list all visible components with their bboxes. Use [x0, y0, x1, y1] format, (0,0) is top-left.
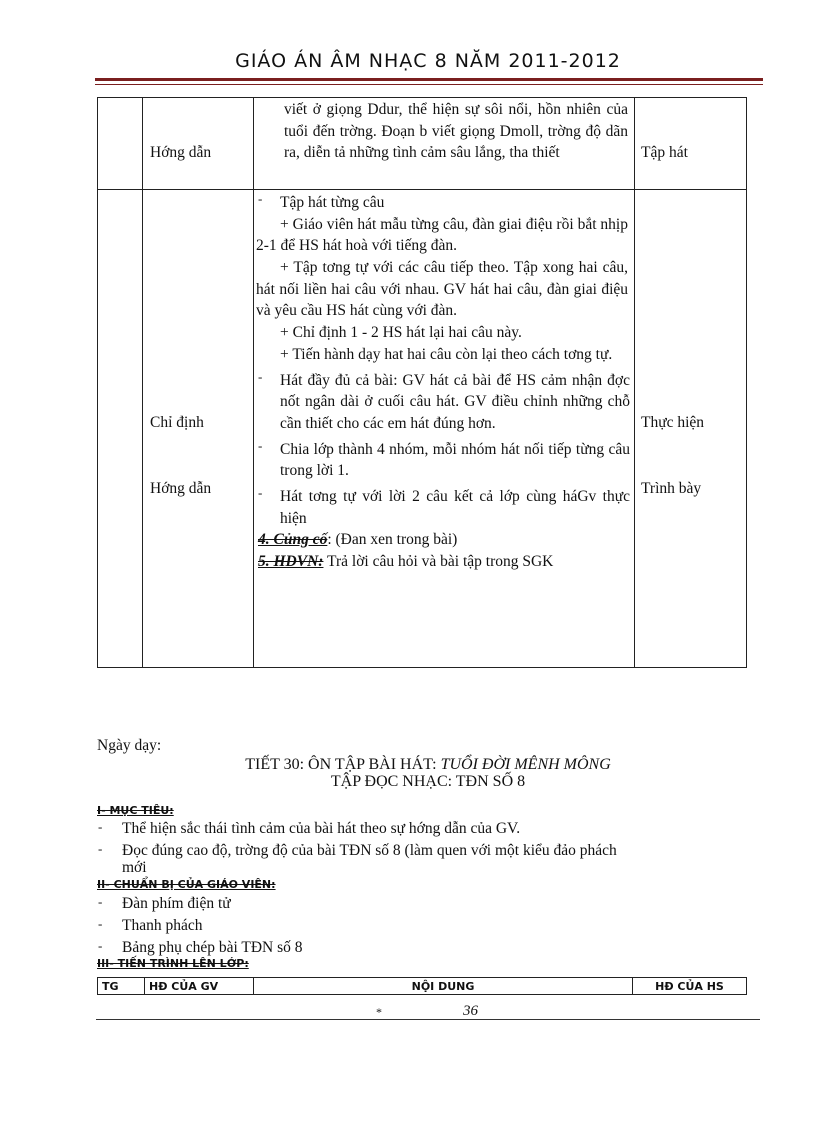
- teacher-activity-cell: [143, 98, 254, 190]
- column-header: TG: [98, 978, 145, 995]
- consolidation-line: 4. Củng cố: (Đan xen trong bài): [258, 531, 458, 549]
- content-cell: [254, 98, 635, 190]
- content-cell: [254, 190, 635, 668]
- preparation-item: Đàn phím điện tử: [122, 895, 231, 912]
- section-heading-procedure: III- TIẾN TRÌNH LÊN LỚP:: [97, 957, 249, 970]
- bullet-item: - Tập hát từng câu: [258, 191, 385, 211]
- lesson-subtitle: TẬP ĐỌC NHẠC: TĐN SỐ 8: [330, 773, 526, 790]
- content-paragraph: viết ở giọng Ddur, thể hiện sự sôi nổi, hồn nhiên của tuổi đến trờng. Đoạn b viết giọng Dmoll, trờng độ dãn ra, diễn tả những tình cảm sâu lắng, tha thiết: [284, 101, 628, 162]
- section-heading-preparation: II- CHUẨN BỊ CỦA GIÁO VIÊN:: [97, 878, 276, 891]
- homework-line: 5. HDVN: Trả lời câu hỏi và bài tập trong SGK: [258, 553, 554, 570]
- header-rule-thin: [95, 84, 763, 85]
- procedure-table-header: [97, 977, 747, 995]
- bullet-dash: -: [98, 894, 103, 909]
- bullet-dash: -: [98, 916, 103, 931]
- content-paragraph: + Tập tơng tự với các câu tiếp theo. Tập xong hai câu, hát nối liền hai câu với nhau. GV hát hai câu, đàn giai điệu và yêu cầu HS hát cùng với đàn.: [256, 259, 628, 320]
- bullet-dash: -: [98, 819, 103, 834]
- teacher-activity-cell: [143, 190, 254, 668]
- student-label: Trình bày: [641, 480, 702, 497]
- preparation-item: Thanh phách: [122, 917, 203, 934]
- content-paragraph: + Tiến hành dạy hat hai câu còn lại theo cách tơng tự.: [280, 345, 613, 363]
- student-activity-cell: [635, 98, 747, 190]
- bullet-dash: -: [98, 841, 103, 856]
- header-title: GIÁO ÁN ÂM NHẠC 8 NĂM 2011-2012: [235, 50, 621, 72]
- preparation-item: Bảng phụ chép bài TĐN số 8: [122, 939, 303, 956]
- footer-star: *: [376, 1005, 382, 1019]
- student-label: Thực hiện: [641, 414, 705, 431]
- objective-item: Đọc đúng cao độ, trờng độ của bài TĐN số 8 (làm quen với một kiểu đảo phách: [122, 842, 617, 859]
- student-label: Tập hát: [641, 144, 688, 161]
- section-heading-objectives: I- MỤC TIÊU:: [97, 804, 174, 817]
- time-cell: [98, 98, 143, 190]
- column-header: HĐ CỦA GV: [145, 978, 254, 995]
- column-header: NỘI DUNG: [254, 978, 633, 995]
- content-paragraph: + Giáo viên hát mẫu từng câu, đàn giai điệu rồi bắt nhịp 2-1 để HS hát hoà với tiếng đàn.: [256, 215, 628, 255]
- bullet-item: - Chia lớp thành 4 nhóm, mỗi nhóm hát nối tiếp từng câu trong lời 1.: [258, 437, 630, 480]
- method-label: Chỉ định: [150, 414, 204, 431]
- student-activity-cell: [635, 190, 747, 668]
- lesson-table-continued: [97, 97, 747, 668]
- column-header: HĐ CỦA HS: [633, 978, 747, 995]
- content-paragraph: + Chỉ định 1 - 2 HS hát lại hai câu này.: [280, 324, 522, 342]
- date-label: Ngày dạy:: [97, 737, 162, 754]
- page-number: 36: [463, 1003, 478, 1019]
- bullet-item: - Hát đầy đủ cả bài: GV hát cả bài để HS cảm nhận đợc nốt ngân dài ở cuối câu hát. GV điều chỉnh những chỗ cần thiết cho các em hát đúng hơn.: [258, 368, 630, 432]
- lesson-title: TIẾT 30: ÔN TẬP BÀI HÁT: TUỔI ĐỜI MÊNH MÔNG: [245, 756, 611, 773]
- time-cell: [98, 190, 143, 668]
- bullet-dash: -: [98, 938, 103, 953]
- objective-item: Thể hiện sắc thái tình cảm của bài hát theo sự hớng dẫn của GV.: [122, 820, 521, 837]
- footer-rule: [96, 1019, 760, 1020]
- bullet-item: - Hát tơng tự với lời 2 câu kết cả lớp cùng háGv thực hiện: [258, 484, 630, 527]
- method-label: Hớng dẫn: [150, 144, 212, 161]
- objective-item-continued: mới: [122, 859, 147, 876]
- header-rule: [95, 78, 763, 81]
- method-label: Hớng dẫn: [150, 480, 212, 497]
